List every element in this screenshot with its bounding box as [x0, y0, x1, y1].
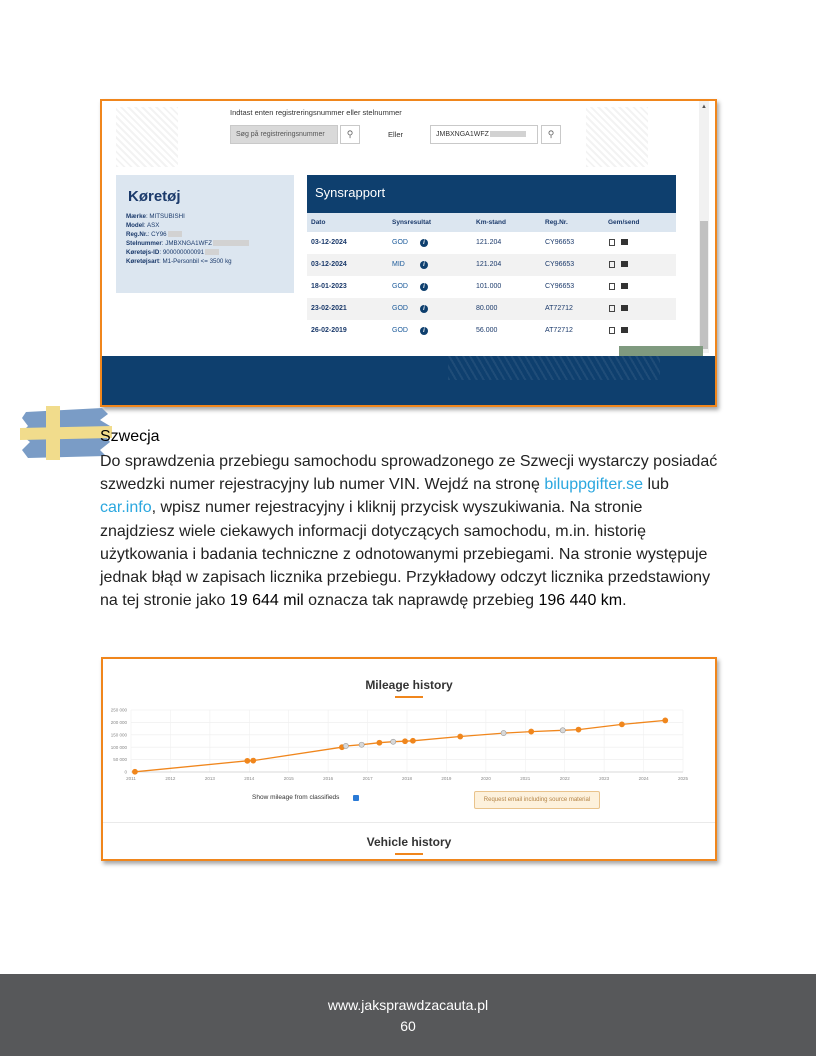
mileage-point	[377, 740, 382, 745]
pattern-left	[116, 107, 178, 167]
col-reg: Reg.Nr.	[545, 219, 568, 226]
page-number: 60	[400, 1018, 416, 1034]
vehicle-detail-row: Stelnummer: JMBXNGA1WFZ	[126, 239, 249, 248]
row-date: 18-01-2023	[311, 283, 347, 290]
vehicle-panel	[116, 175, 294, 293]
green-tab	[619, 346, 703, 356]
x-tick-label: 2019	[441, 776, 452, 781]
send-icon	[621, 305, 628, 311]
row-result: GOD	[392, 305, 408, 312]
save-send-icons[interactable]	[609, 276, 628, 298]
x-tick-label: 2011	[126, 776, 136, 781]
x-tick-label: 2015	[283, 776, 294, 781]
vehicle-detail-row: Reg.Nr.: CY96	[126, 230, 249, 239]
row-reg: AT72712	[545, 327, 573, 334]
search-icon[interactable]: ⚲	[340, 125, 360, 144]
document-icon	[609, 283, 615, 290]
y-tick-label: 200 000	[110, 720, 127, 725]
x-tick-label: 2020	[480, 776, 491, 781]
info-icon[interactable]: i	[420, 298, 428, 320]
pattern-right	[586, 107, 648, 167]
send-icon	[621, 261, 628, 267]
text-run: , wpisz numer rejestracyjny i kliknij przycisk wyszukiwania. Na stronie znajdziesz wiele ciekawych informacji dotyczących samochodu, m.in. historię użytkowania i badania techniczne z odnotowanymi przebiegami. Na stronie występuje jednak błąd w zapisach licznika przebiegu. Przykładowy odczyt licznika przedstawiony na tej stronie jako	[100, 499, 711, 610]
biluppgifter-link[interactable]: biluppgifter.se	[544, 476, 644, 494]
x-tick-label: 2013	[204, 776, 215, 781]
show-classifieds-label: Show mileage from classifieds	[252, 794, 340, 801]
footer-band	[102, 356, 715, 405]
table-row	[307, 298, 676, 320]
mileage-point	[663, 718, 668, 723]
scrollbar-thumb[interactable]	[700, 221, 708, 349]
row-reg: CY96653	[545, 261, 575, 268]
vehicle-detail-row: Model: ASX	[126, 222, 160, 229]
x-tick-label: 2025	[677, 776, 689, 781]
info-icon[interactable]: i	[420, 254, 428, 276]
request-email-button[interactable]: Request email including source material	[474, 791, 600, 809]
document-icon	[609, 261, 615, 268]
sweden-flag-icon	[20, 406, 112, 460]
text-run: .	[622, 592, 627, 610]
classified-point	[501, 730, 506, 735]
document-icon	[609, 239, 615, 246]
mileage-point	[619, 722, 624, 727]
row-km: 56.000	[476, 327, 498, 334]
x-tick-label: 2023	[599, 776, 610, 781]
vehicle-history-title: Vehicle history	[366, 835, 452, 849]
mileage-point	[132, 769, 137, 774]
save-send-icons[interactable]	[609, 298, 628, 320]
search-prompt: Indtast enten registreringsnummer eller stelnummer	[230, 108, 402, 117]
scrollbar[interactable]	[699, 101, 709, 353]
classified-point	[343, 743, 348, 748]
save-send-icons[interactable]	[609, 232, 628, 254]
body-paragraph	[100, 450, 720, 612]
y-tick-label: 250 000	[110, 707, 127, 713]
classified-point	[560, 728, 565, 733]
row-date: 03-12-2024	[311, 261, 347, 268]
row-date: 03-12-2024	[311, 239, 347, 246]
show-classifieds-checkbox[interactable]	[353, 795, 359, 801]
divider	[103, 822, 715, 823]
footer-url: www.jaksprawdzacauta.pl	[327, 997, 489, 1013]
classified-point	[359, 742, 364, 747]
vehicle-details	[126, 212, 249, 266]
vehicle-detail-row: Køretøjs-ID: 900000000091	[126, 248, 249, 257]
table-row	[307, 232, 676, 254]
mileage-point	[576, 727, 581, 732]
mileage-point	[402, 739, 407, 744]
x-tick-label: 2021	[520, 776, 531, 781]
y-tick-label: 100 000	[110, 744, 127, 750]
row-km: 101.000	[476, 283, 502, 290]
mileage-point	[410, 738, 415, 743]
row-reg: AT72712	[545, 305, 573, 312]
row-km: 121.204	[476, 261, 502, 268]
km-value: 196 440 km	[538, 592, 623, 610]
x-axis-ticks	[126, 776, 688, 781]
x-tick-label: 2024	[638, 776, 649, 781]
scroll-up-icon[interactable]: ▲	[701, 104, 707, 110]
row-result: GOD	[392, 327, 408, 334]
y-axis-ticks	[111, 708, 128, 775]
info-icon[interactable]: i	[420, 276, 428, 298]
row-km: 80.000	[476, 305, 498, 312]
info-icon[interactable]: i	[420, 320, 428, 342]
col-save: Gem/send	[608, 219, 640, 226]
danish-vehicle-screenshot	[100, 99, 717, 407]
save-send-icons[interactable]	[609, 320, 628, 342]
row-result: GOD	[392, 283, 408, 290]
mileage-point	[529, 729, 534, 734]
y-tick-label: 50 000	[113, 757, 127, 763]
title-underline	[395, 853, 423, 855]
page-footer	[0, 974, 816, 1056]
vin-value: JMBXNGA1WFZ	[436, 131, 489, 138]
row-km: 121.204	[476, 239, 502, 246]
miles-value: 19 644 mil	[229, 592, 304, 610]
y-tick-label: 150 000	[110, 732, 127, 738]
row-date: 23-02-2021	[311, 305, 347, 312]
y-tick-label: 0	[124, 769, 127, 775]
row-result: MID	[392, 261, 405, 268]
mileage-series	[132, 718, 668, 775]
mileage-history-screenshot	[101, 657, 717, 861]
mileage-point	[251, 758, 256, 763]
redacted-mark	[490, 131, 526, 137]
section-heading: Szwecja	[100, 428, 160, 445]
carinfo-link[interactable]: car.info	[100, 499, 152, 517]
table-row	[307, 276, 676, 298]
send-icon	[621, 283, 628, 289]
vehicle-detail-row: Køretøjsart: M1-Personbil <= 3500 kg	[126, 258, 232, 265]
table-row	[307, 320, 676, 342]
document-icon	[609, 327, 615, 334]
vehicle-panel-title: Køretøj	[128, 188, 181, 205]
text-run: Do sprawdzenia przebiegu samochodu sprowadzonego ze Szwecji wystarczy posiadać szwedzki numer rejestracyjny lub numer VIN. Wejdź na stronę	[100, 453, 718, 494]
save-send-icons[interactable]	[609, 254, 628, 276]
x-tick-label: 2014	[244, 776, 255, 781]
x-tick-label: 2018	[401, 776, 413, 781]
vehicle-detail-row: Mærke: MITSUBISHI	[126, 213, 185, 220]
send-icon	[621, 239, 628, 245]
mileage-point	[458, 734, 463, 739]
mileage-chart	[103, 703, 715, 787]
col-km: Km-stand	[476, 219, 506, 226]
send-icon	[621, 327, 628, 333]
mileage-line	[135, 720, 665, 771]
vin-input[interactable]	[430, 125, 538, 144]
report-header	[307, 175, 676, 213]
reg-search-input[interactable]: Søg på registreringsnummer	[230, 125, 338, 144]
info-icon[interactable]: i	[420, 232, 428, 254]
col-date: Dato	[311, 219, 326, 226]
row-result: GOD	[392, 239, 408, 246]
report-table-header	[307, 213, 676, 232]
or-label: Eller	[388, 130, 404, 139]
classified-point	[391, 739, 396, 744]
col-result: Synsresultat	[392, 219, 432, 226]
x-tick-label: 2022	[559, 776, 570, 781]
text-run: oznacza tak naprawdę przebieg	[303, 592, 539, 610]
text-run: lub	[643, 476, 669, 494]
x-tick-label: 2016	[323, 776, 334, 781]
table-row	[307, 254, 676, 276]
row-reg: CY96653	[545, 283, 575, 290]
x-tick-label: 2017	[362, 776, 373, 781]
mileage-history-title: Mileage history	[365, 678, 453, 692]
x-tick-label: 2012	[165, 776, 176, 781]
search-icon[interactable]: ⚲	[541, 125, 561, 144]
row-date: 26-02-2019	[311, 327, 347, 334]
row-reg: CY96653	[545, 239, 575, 246]
report-title: Synsrapport	[315, 185, 386, 200]
mileage-point	[245, 758, 250, 763]
document-icon	[609, 305, 615, 312]
title-underline	[395, 696, 423, 698]
